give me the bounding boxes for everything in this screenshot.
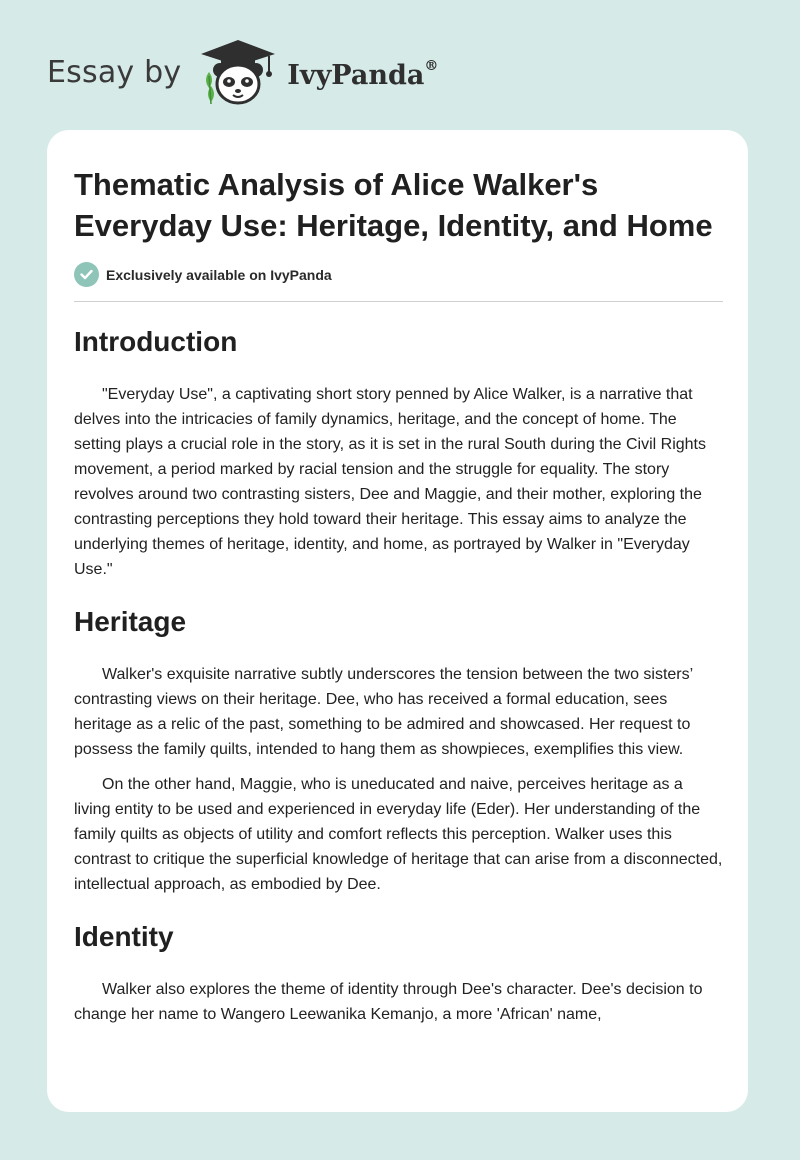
- page-title: Thematic Analysis of Alice Walker's Everyday Use: Heritage, Identity, and Home: [74, 167, 713, 243]
- section-heading-heritage: Heritage: [74, 606, 187, 637]
- section-heading-introduction: Introduction: [74, 326, 238, 357]
- essay-card: [47, 130, 748, 1112]
- exclusive-badge-label: Exclusively available on IvyPanda: [106, 266, 332, 283]
- paragraph: Walker's exquisite narrative subtly underscores the tension between the two sisters’ contrasting views on their heritage. Dee, who has received a formal education, sees heritage as a relic of the past, something to be admired and showcased. Her request to possess the family quilts, intended to hang them as showpieces, exemplifies this view.: [74, 666, 693, 758]
- paragraph: "Everyday Use", a captivating short story penned by Alice Walker, is a narrative that delves into the intricacies of family dynamics, heritage, and the concept of home. The setting plays a crucial role in the story, as it is set in the rural South during the Civil Rights movement, a period marked by racial tension and the struggle for equality. The story revolves around two contrasting sisters, Dee and Maggie, and their mother, exploring the contrasting perceptions they hold toward their heritage. This essay aims to analyze the underlying themes of heritage, identity, and home, as portrayed by Walker in "Everyday Use.": [74, 386, 706, 578]
- divider: [74, 301, 723, 302]
- ivypanda-brand[interactable]: [287, 57, 439, 91]
- section-heading-identity: Identity: [74, 921, 174, 952]
- brand-name: IvyPanda: [287, 59, 425, 91]
- check-icon: [74, 262, 99, 287]
- registered-mark: ®: [424, 57, 439, 74]
- essay-by-label: Essay by: [47, 54, 182, 90]
- paragraph: Walker also explores the theme of identity through Dee's character. Dee's decision to change her name to Wangero Leewanika Kemanjo, a more 'African' name,: [74, 981, 703, 1023]
- ivypanda-logo-icon[interactable]: [195, 36, 281, 108]
- paragraph: On the other hand, Maggie, who is uneducated and naive, perceives heritage as a living entity to be used and experienced in everyday life (Eder). Her understanding of the family quilts as objects of utility and comfort reflects this perception. Walker uses this contrast to critique the superficial knowledge of heritage that can arise from a disconnected, intellectual approach, as embodied by Dee.: [74, 776, 723, 893]
- exclusive-badge: [74, 262, 722, 287]
- site-header: [47, 36, 438, 108]
